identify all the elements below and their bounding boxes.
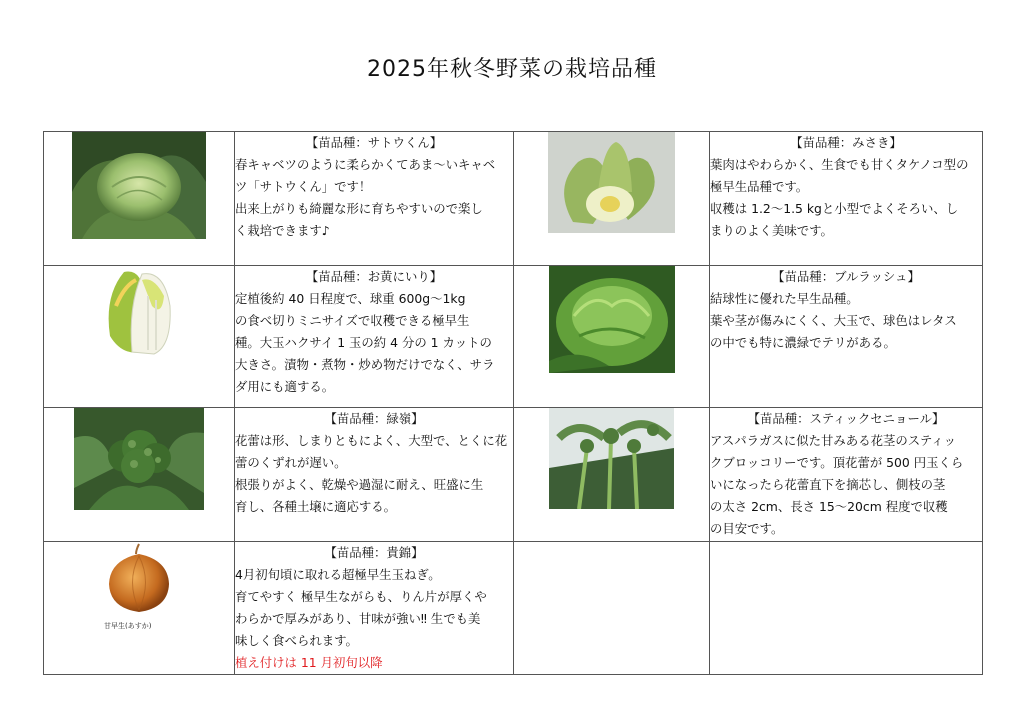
variety-heading: 【苗品種：お黄にいり】	[305, 269, 443, 284]
variety-heading: 【苗品種：スティックセニョール】	[747, 411, 945, 426]
empty-cell	[514, 542, 710, 675]
description-line: 根張りがよく、乾燥や過湿に耐え、旺盛に生	[235, 477, 484, 492]
image-cell	[514, 408, 710, 542]
description-line: 結球性に優れた早生品種。	[710, 291, 859, 306]
variety-heading: 【苗品種：貴錦】	[324, 545, 424, 560]
description-line: 収穫は 1.2～1.5 kgと小型でよくそろい、し	[710, 201, 959, 216]
photo-caption: 甘早生(あすか)	[104, 622, 152, 630]
description-line: く栽培できます♪	[235, 223, 330, 238]
description-line: 出来上がりも綺麗な形に育ちやすいので楽し	[235, 201, 483, 216]
variety-cell	[235, 408, 514, 542]
variety-heading: 【苗品種：ブルラッシュ】	[772, 269, 920, 284]
description-line: いになったら花蕾直下を摘芯し、側枝の茎	[710, 477, 946, 492]
empty-cell	[710, 542, 983, 675]
description-line: の中でも特に濃緑でテリがある。	[710, 335, 896, 350]
image-cell	[44, 266, 235, 408]
pointed-cabbage-photo	[548, 132, 675, 233]
description-line: 花蕾は形、しまりともによく、大型で、とくに花	[235, 433, 508, 448]
description-line: 葉肉はやわらかく、生食でも甘くタケノコ型の	[710, 157, 969, 172]
description-line: クブロッコリーです。頂花蕾が 500 円玉くら	[710, 455, 964, 470]
description-line: の太さ 2cm、長さ 15～20cm 程度で収穫	[710, 499, 948, 514]
description-line: わらかで厚みがあり、甘味が強い‼ 生でも美	[235, 611, 481, 626]
variety-cell	[235, 266, 514, 408]
variety-heading: 【苗品種：サトウくん】	[305, 135, 443, 150]
onion-photo	[106, 542, 172, 614]
variety-heading: 【苗品種：緑嶺】	[324, 411, 424, 426]
stick-broccoli-photo	[549, 408, 674, 509]
variety-cell	[710, 132, 983, 266]
cabbage-photo	[72, 132, 206, 239]
variety-cell	[710, 266, 983, 408]
description-line: 育し、各種土壌に適応する。	[235, 499, 397, 514]
description-line: 大きさ。漬物・煮物・炒め物だけでなく、サラ	[235, 357, 495, 372]
description-line: ダ用にも適する。	[235, 379, 335, 394]
planting-note: 植え付けは 11 月初旬以降	[235, 655, 383, 670]
image-cell	[514, 266, 710, 408]
variety-heading: 【苗品種：みさき】	[790, 135, 902, 150]
description-line: 定植後約 40 日程度で、球重 600g～1kg	[235, 291, 466, 306]
description-line: の目安です。	[710, 521, 784, 536]
description-line: まりのよく美味です。	[710, 223, 833, 238]
image-cell	[514, 132, 710, 266]
description-line: 春キャベツのように柔らかくてあま～いキャベ	[235, 157, 496, 172]
variety-cell	[235, 132, 514, 266]
description-line: 極早生品種です。	[710, 179, 809, 194]
description-line: の食べ切りミニサイズで収穫できる極早生	[235, 313, 470, 328]
variety-cell	[710, 408, 983, 542]
description-line: アスパラガスに似た甘みある花茎のスティッ	[710, 433, 957, 448]
description-line: 種。大玉ハクサイ 1 玉の約 4 分の 1 カットの	[235, 335, 492, 350]
variety-cell	[235, 542, 514, 675]
description-line: 味しく食べられます。	[235, 633, 358, 648]
broccoli-photo	[74, 408, 204, 510]
description-line: ツ「サトウくん」です！	[235, 179, 372, 194]
onion-photo-wrapper	[104, 542, 172, 630]
image-cell	[44, 132, 235, 266]
description-line: 育てやすく 極早生ながらも、りん片が厚くや	[235, 589, 487, 604]
lettuce-photo	[549, 266, 675, 373]
variety-table	[43, 131, 983, 675]
image-cell	[44, 408, 235, 542]
page-title: 2025年秋冬野菜の栽培品種	[367, 57, 657, 82]
image-cell	[44, 542, 235, 675]
description-line: 葉や茎が傷みにくく、大玉で、球色はレタス	[710, 313, 957, 328]
napa-cabbage-photo	[102, 266, 176, 358]
description-line: 4月初旬頃に取れる超極早生玉ねぎ。	[235, 567, 441, 582]
description-line: 蕾のくずれが遅い。	[235, 455, 347, 470]
